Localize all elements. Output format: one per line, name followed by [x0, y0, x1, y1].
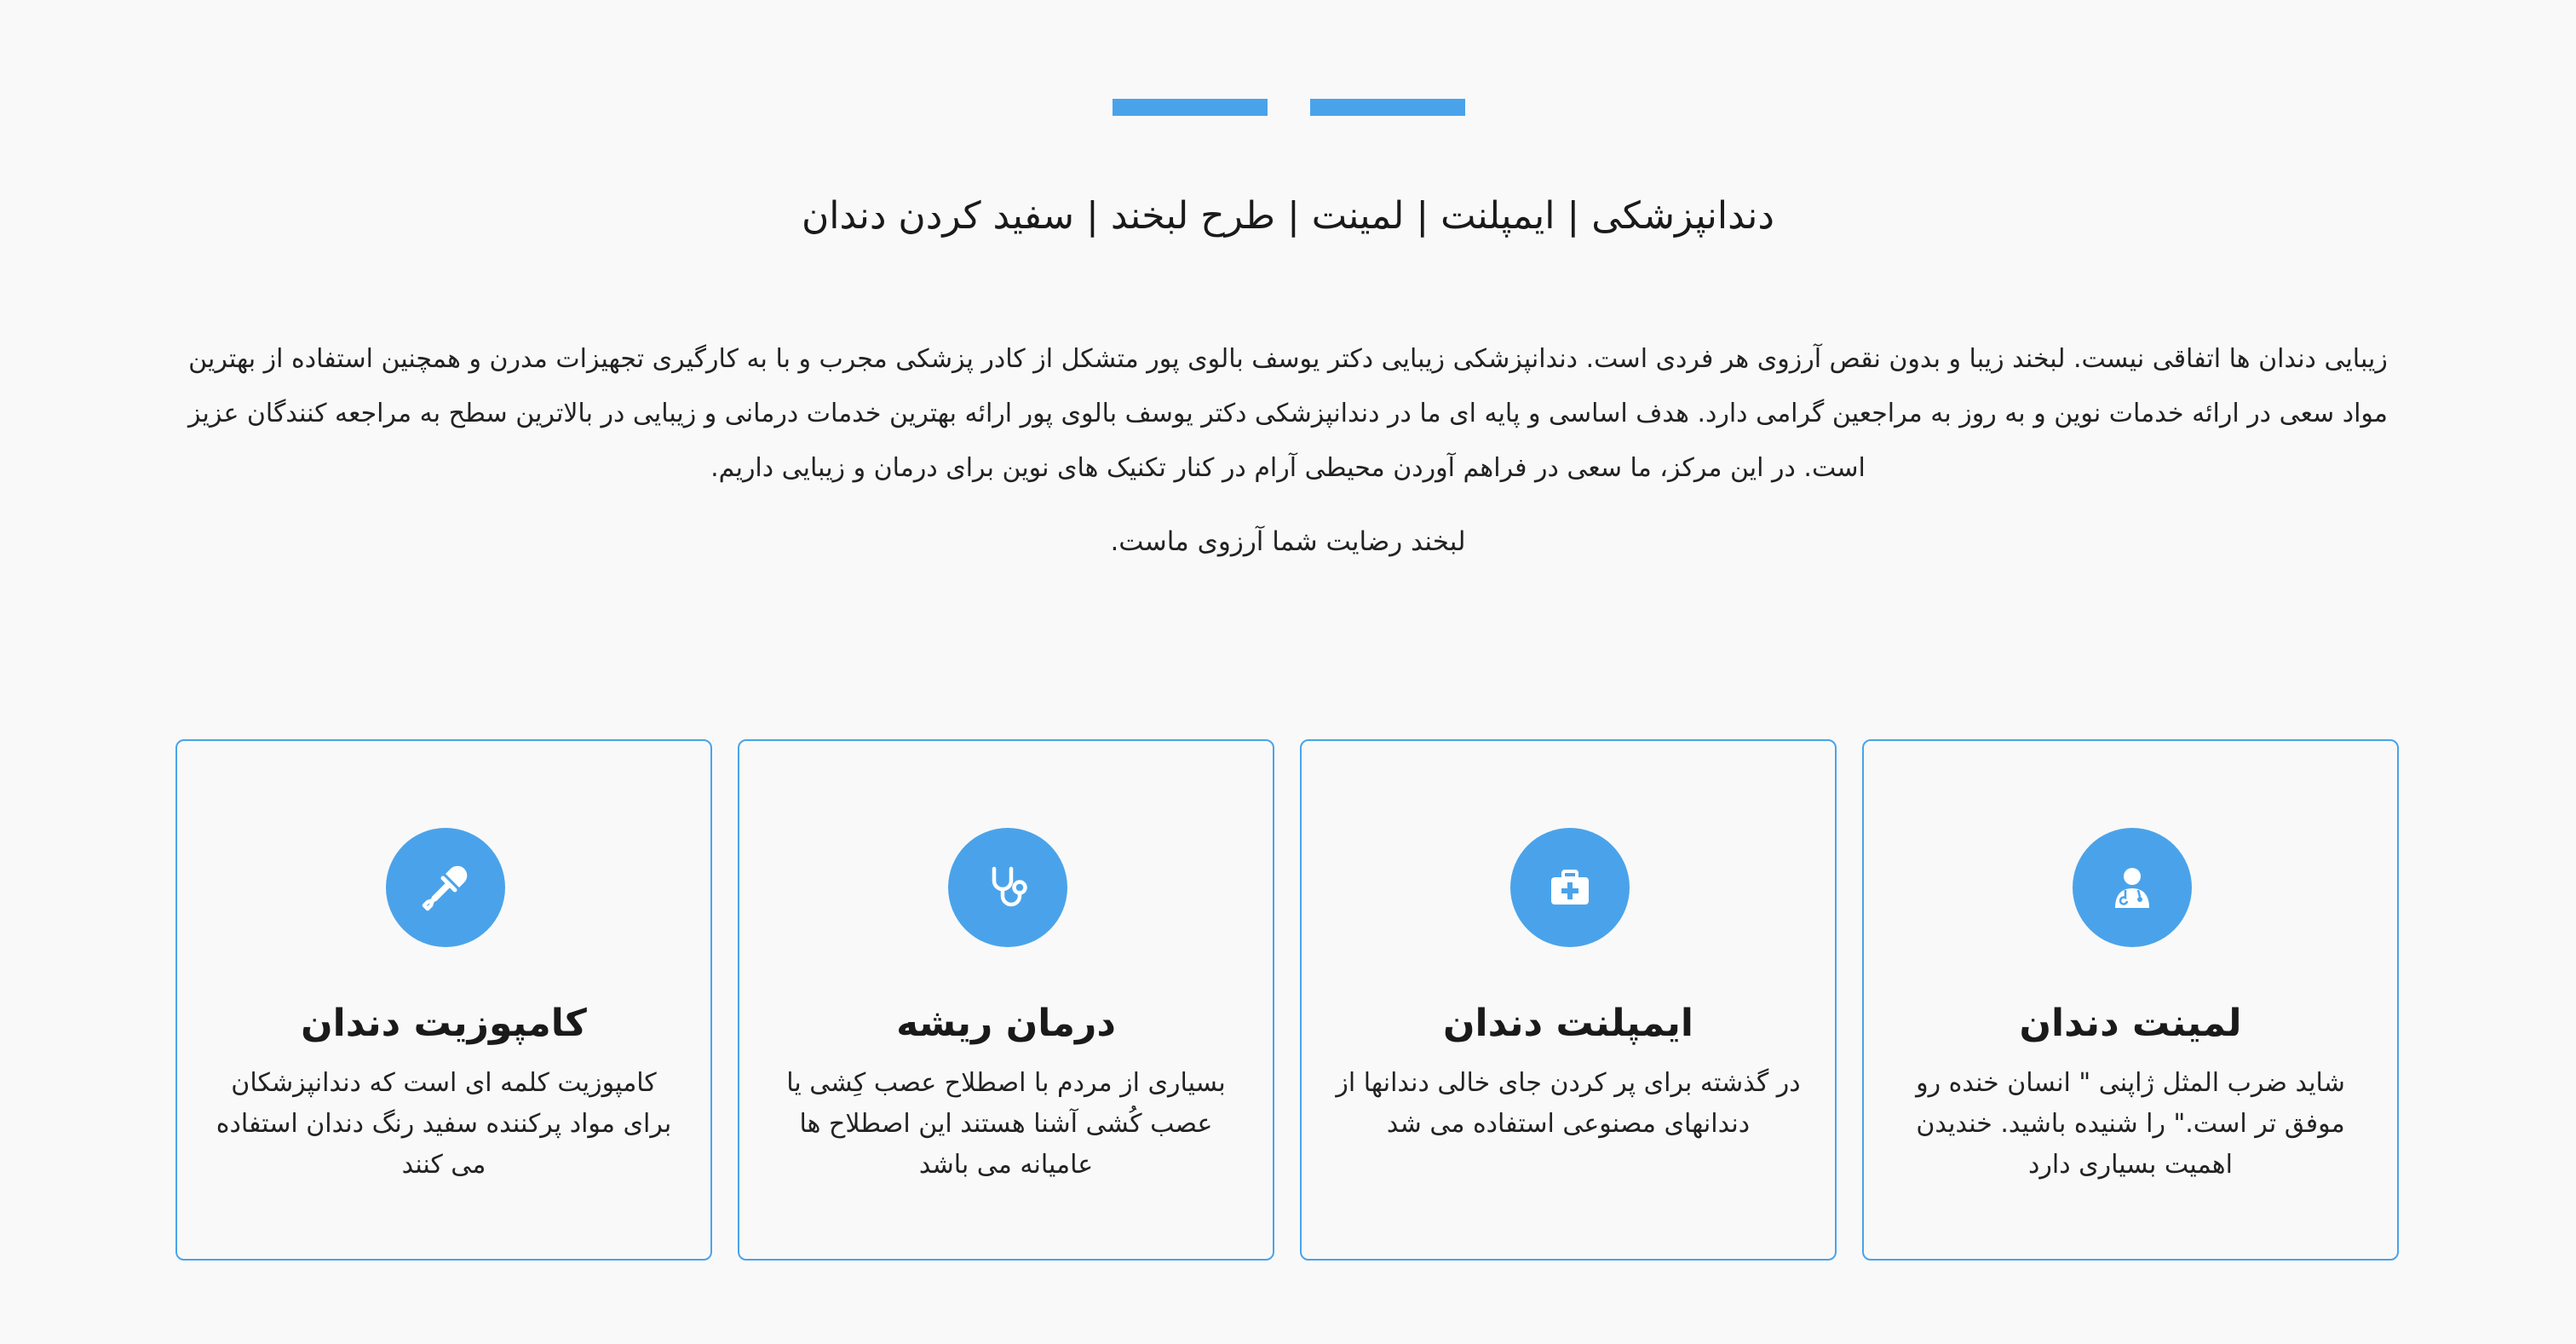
service-card-implant[interactable]	[1300, 739, 1837, 1261]
service-card-root-canal[interactable]	[738, 739, 1274, 1261]
card-description: بسیاری از مردم با اصطلاح عصب کِشی یا عصب کُشی آشنا هستند این اصطلاح ها عامیانه می باشد	[786, 1068, 1226, 1180]
motto-text: لبخند رضایت شما آرزوی ماست.	[1110, 526, 1466, 557]
stethoscope-icon	[948, 828, 1067, 947]
card-description: در گذشته برای پر کردن جای خالی دندانها از دندانهای مصنوعی استفاده می شد	[1336, 1068, 1801, 1139]
decorative-divider	[1113, 99, 1465, 116]
card-title[interactable]: لمینت دندان	[2019, 1002, 2242, 1045]
service-card-composite[interactable]	[175, 739, 712, 1261]
eyedropper-icon	[386, 828, 505, 947]
card-description: شاید ضرب المثل ژاپنی " انسان خنده رو موفق تر است." را شنیده باشید. خندیدن اهمیت بسیاری دارد	[1916, 1068, 2345, 1180]
service-card-laminate[interactable]	[1862, 739, 2399, 1261]
doctor-icon	[2073, 828, 2192, 947]
intro-paragraph: زیبایی دندان ها اتفاقی نیست. لبخند زیبا و بدون نقص آرزوی هر فردی است. دندانپزشکی زیبایی دکتر یوسف بالوی پور متشکل از کادر پزشکی مجرب و با به کارگیری تجهیزات مدرن و همچنین استفاده از بهترین مواد سعی در ارائه خدمات نوین و به روز به مراجعین گرامی دارد. هدف اساسی و پایه ای ما در دندانپزشکی دکتر یوسف بالوی پور ارائه بهترین خدمات درمانی و زیبایی در بالاترین سطح به مراجعه کنندگان عزیز است. در این مرکز، ما سعی در فراهم آوردن محیطی آرام در کنار تکنیک های نوین برای درمان و زیبایی داریم.	[188, 344, 2388, 483]
card-description: کامپوزیت کلمه ای است که دندانپزشکان برای مواد پرکننده سفید رنگ دندان استفاده می کنند	[216, 1068, 672, 1180]
divider-bar-right	[1310, 99, 1465, 116]
card-title[interactable]: کامپوزیت دندان	[301, 1002, 587, 1045]
divider-bar-left	[1113, 99, 1268, 116]
page-title: دندانپزشکی | ایمپلنت | لمینت | طرح لبخند | سفید کردن دندان	[801, 194, 1775, 238]
card-title[interactable]: ایمپلنت دندان	[1442, 1002, 1694, 1045]
services-cards	[0, 739, 2576, 1264]
medical-kit-icon	[1510, 828, 1630, 947]
card-title[interactable]: درمان ریشه	[896, 1002, 1116, 1045]
